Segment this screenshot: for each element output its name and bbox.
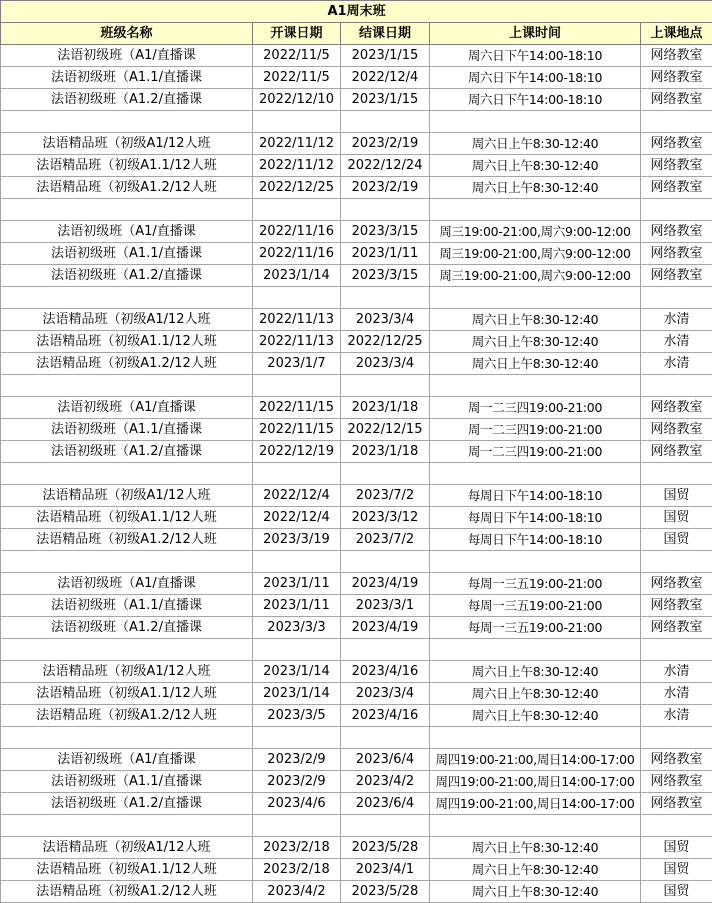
- location-cell[interactable]: 水清: [641, 705, 712, 727]
- header-row: [1, 23, 712, 45]
- location-cell[interactable]: 网络教室: [641, 89, 712, 111]
- class-name-cell[interactable]: 法语初级班（A1.2/直播课: [1, 265, 253, 287]
- start-date-cell[interactable]: 2022/12/10: [253, 89, 341, 111]
- start-date-cell[interactable]: 2022/11/5: [253, 45, 341, 67]
- empty-cell[interactable]: [1, 815, 253, 837]
- class-name-cell[interactable]: 法语初级班（A1.2/直播课: [1, 441, 253, 463]
- end-date-cell[interactable]: 2023/3/1: [341, 595, 430, 617]
- spacer-row: [1, 287, 712, 309]
- start-date-cell[interactable]: 2022/12/4: [253, 507, 341, 529]
- table-row: [1, 331, 712, 353]
- start-date-cell[interactable]: 2022/11/15: [253, 419, 341, 441]
- empty-cell[interactable]: [641, 199, 712, 221]
- class-name-cell[interactable]: 法语初级班（A1.1/直播课: [1, 67, 253, 89]
- table-row: [1, 265, 712, 287]
- table-row: [1, 837, 712, 859]
- location-cell[interactable]: 国贸: [641, 485, 712, 507]
- class-name-cell[interactable]: 法语初级班（A1/直播课: [1, 749, 253, 771]
- start-date-cell[interactable]: 2022/12/19: [253, 441, 341, 463]
- class-name-cell[interactable]: 法语初级班（A1/直播课: [1, 397, 253, 419]
- spacer-row: [1, 375, 712, 397]
- start-date-cell[interactable]: 2023/2/18: [253, 837, 341, 859]
- end-date-cell[interactable]: 2023/3/15: [341, 221, 430, 243]
- end-date-cell[interactable]: 2022/12/4: [341, 67, 430, 89]
- class-time-cell[interactable]: 周四19:00-21:00,周日14:00-17:00: [430, 793, 641, 815]
- table-row: [1, 419, 712, 441]
- class-time-cell[interactable]: 周六日上午8:30-12:40: [430, 177, 641, 199]
- end-date-cell[interactable]: 2023/4/16: [341, 705, 430, 727]
- end-date-cell[interactable]: 2023/3/4: [341, 353, 430, 375]
- end-date-cell[interactable]: 2023/1/15: [341, 45, 430, 67]
- end-date-cell[interactable]: 2023/7/2: [341, 485, 430, 507]
- end-date-cell[interactable]: 2023/1/18: [341, 397, 430, 419]
- class-time-cell[interactable]: 周六日上午8:30-12:40: [430, 309, 641, 331]
- class-name-cell[interactable]: 法语初级班（A1.2/直播课: [1, 617, 253, 639]
- empty-cell[interactable]: [253, 463, 341, 485]
- start-date-cell[interactable]: 2023/4/6: [253, 793, 341, 815]
- spacer-row: [1, 727, 712, 749]
- class-time-cell[interactable]: 周六日上午8:30-12:40: [430, 353, 641, 375]
- start-date-cell[interactable]: 2022/11/13: [253, 331, 341, 353]
- table-row: [1, 485, 712, 507]
- table-row: [1, 441, 712, 463]
- empty-cell[interactable]: [253, 199, 341, 221]
- location-cell[interactable]: 网络教室: [641, 617, 712, 639]
- title-row: [1, 1, 712, 23]
- class-time-cell[interactable]: 每周一三五19:00-21:00: [430, 617, 641, 639]
- class-name-cell[interactable]: 法语初级班（A1.1/直播课: [1, 419, 253, 441]
- header-end-date[interactable]: 结课日期: [341, 23, 430, 45]
- start-date-cell[interactable]: 2022/11/16: [253, 221, 341, 243]
- location-cell[interactable]: 国贸: [641, 507, 712, 529]
- table-row: [1, 705, 712, 727]
- spacer-row: [1, 815, 712, 837]
- end-date-cell[interactable]: 2023/6/4: [341, 793, 430, 815]
- empty-cell[interactable]: [430, 551, 641, 573]
- class-time-cell[interactable]: 每周日下午14:00-18:10: [430, 529, 641, 551]
- end-date-cell[interactable]: 2023/4/16: [341, 661, 430, 683]
- end-date-cell[interactable]: 2023/3/4: [341, 683, 430, 705]
- class-time-cell[interactable]: 每周一三五19:00-21:00: [430, 573, 641, 595]
- class-time-cell[interactable]: 周三19:00-21:00,周六9:00-12:00: [430, 265, 641, 287]
- location-cell[interactable]: 水清: [641, 331, 712, 353]
- table-row: [1, 243, 712, 265]
- end-date-cell[interactable]: 2023/2/19: [341, 133, 430, 155]
- location-cell[interactable]: 国贸: [641, 837, 712, 859]
- class-time-cell[interactable]: 周六日上午8:30-12:40: [430, 155, 641, 177]
- location-cell[interactable]: 网络教室: [641, 155, 712, 177]
- class-name-cell[interactable]: 法语精品班（初级A1.2/12人班: [1, 881, 253, 903]
- empty-cell[interactable]: [430, 463, 641, 485]
- class-name-cell[interactable]: 法语精品班（初级A1.1/12人班: [1, 507, 253, 529]
- start-date-cell[interactable]: 2023/4/2: [253, 881, 341, 903]
- class-time-cell[interactable]: 周一二三四19:00-21:00: [430, 397, 641, 419]
- end-date-cell[interactable]: 2023/6/4: [341, 749, 430, 771]
- table-row: [1, 573, 712, 595]
- location-cell[interactable]: 网络教室: [641, 221, 712, 243]
- empty-cell[interactable]: [641, 287, 712, 309]
- table-row: [1, 617, 712, 639]
- start-date-cell[interactable]: 2023/1/14: [253, 661, 341, 683]
- end-date-cell[interactable]: 2023/3/12: [341, 507, 430, 529]
- start-date-cell[interactable]: 2023/2/9: [253, 771, 341, 793]
- class-time-cell[interactable]: 周四19:00-21:00,周日14:00-17:00: [430, 771, 641, 793]
- table-row: [1, 67, 712, 89]
- class-time-cell[interactable]: 周六日下午14:00-18:10: [430, 67, 641, 89]
- class-name-cell[interactable]: 法语初级班（A1.1/直播课: [1, 771, 253, 793]
- empty-cell[interactable]: [341, 727, 430, 749]
- end-date-cell[interactable]: 2022/12/15: [341, 419, 430, 441]
- table-row: [1, 595, 712, 617]
- start-date-cell[interactable]: 2023/3/3: [253, 617, 341, 639]
- location-cell[interactable]: 国贸: [641, 529, 712, 551]
- class-name-cell[interactable]: 法语精品班（初级A1/12人班: [1, 837, 253, 859]
- table-row: [1, 881, 712, 903]
- empty-cell[interactable]: [1, 287, 253, 309]
- class-name-cell[interactable]: 法语精品班（初级A1.2/12人班: [1, 705, 253, 727]
- class-time-cell[interactable]: 每周日下午14:00-18:10: [430, 485, 641, 507]
- location-cell[interactable]: 水清: [641, 683, 712, 705]
- empty-cell[interactable]: [641, 727, 712, 749]
- class-time-cell[interactable]: 周六日上午8:30-12:40: [430, 859, 641, 881]
- table-row: [1, 859, 712, 881]
- empty-cell[interactable]: [253, 375, 341, 397]
- location-cell[interactable]: 水清: [641, 661, 712, 683]
- header-class-name[interactable]: 班级名称: [1, 23, 253, 45]
- table-row: [1, 309, 712, 331]
- empty-cell[interactable]: [253, 551, 341, 573]
- empty-cell[interactable]: [1, 727, 253, 749]
- empty-cell[interactable]: [641, 551, 712, 573]
- table-row: [1, 771, 712, 793]
- class-time-cell[interactable]: 周六日上午8:30-12:40: [430, 331, 641, 353]
- end-date-cell[interactable]: 2023/2/19: [341, 177, 430, 199]
- spacer-row: [1, 463, 712, 485]
- location-cell[interactable]: 网络教室: [641, 573, 712, 595]
- table-row: [1, 683, 712, 705]
- end-date-cell[interactable]: 2023/4/1: [341, 859, 430, 881]
- empty-cell[interactable]: [253, 815, 341, 837]
- start-date-cell[interactable]: 2023/1/11: [253, 573, 341, 595]
- class-time-cell[interactable]: 周六日下午14:00-18:10: [430, 89, 641, 111]
- start-date-cell[interactable]: 2022/12/25: [253, 177, 341, 199]
- location-cell[interactable]: 网络教室: [641, 243, 712, 265]
- class-name-cell[interactable]: 法语初级班（A1.1/直播课: [1, 243, 253, 265]
- empty-cell[interactable]: [430, 815, 641, 837]
- class-time-cell[interactable]: 周三19:00-21:00,周六9:00-12:00: [430, 243, 641, 265]
- location-cell[interactable]: 网络教室: [641, 595, 712, 617]
- table-row: [1, 529, 712, 551]
- class-name-cell[interactable]: 法语初级班（A1/直播课: [1, 45, 253, 67]
- start-date-cell[interactable]: 2022/11/12: [253, 155, 341, 177]
- empty-cell[interactable]: [641, 463, 712, 485]
- location-cell[interactable]: 网络教室: [641, 793, 712, 815]
- class-name-cell[interactable]: 法语精品班（初级A1/12人班: [1, 309, 253, 331]
- end-date-cell[interactable]: 2022/12/25: [341, 331, 430, 353]
- spacer-row: [1, 639, 712, 661]
- end-date-cell[interactable]: 2023/1/15: [341, 89, 430, 111]
- location-cell[interactable]: 网络教室: [641, 67, 712, 89]
- empty-cell[interactable]: [430, 111, 641, 133]
- location-cell[interactable]: 网络教室: [641, 771, 712, 793]
- start-date-cell[interactable]: 2022/12/4: [253, 485, 341, 507]
- class-time-cell[interactable]: 周六日上午8:30-12:40: [430, 705, 641, 727]
- start-date-cell[interactable]: 2022/11/5: [253, 67, 341, 89]
- class-name-cell[interactable]: 法语初级班（A1/直播课: [1, 573, 253, 595]
- empty-cell[interactable]: [1, 551, 253, 573]
- header-location[interactable]: 上课地点: [641, 23, 712, 45]
- class-name-cell[interactable]: 法语精品班（初级A1.2/12人班: [1, 353, 253, 375]
- end-date-cell[interactable]: 2022/12/24: [341, 155, 430, 177]
- location-cell[interactable]: 国贸: [641, 859, 712, 881]
- table-row: [1, 353, 712, 375]
- table-row: [1, 507, 712, 529]
- class-time-cell[interactable]: 周三19:00-21:00,周六9:00-12:00: [430, 221, 641, 243]
- empty-cell[interactable]: [430, 727, 641, 749]
- start-date-cell[interactable]: 2023/1/14: [253, 265, 341, 287]
- location-cell[interactable]: 网络教室: [641, 749, 712, 771]
- end-date-cell[interactable]: 2023/5/28: [341, 881, 430, 903]
- empty-cell[interactable]: [341, 463, 430, 485]
- location-cell[interactable]: 网络教室: [641, 397, 712, 419]
- end-date-cell[interactable]: 2023/4/19: [341, 617, 430, 639]
- empty-cell[interactable]: [253, 727, 341, 749]
- class-time-cell[interactable]: 周一二三四19:00-21:00: [430, 441, 641, 463]
- table-row: [1, 45, 712, 67]
- header-start-date[interactable]: 开课日期: [253, 23, 341, 45]
- empty-cell[interactable]: [641, 375, 712, 397]
- start-date-cell[interactable]: 2023/3/5: [253, 705, 341, 727]
- empty-cell[interactable]: [1, 463, 253, 485]
- header-class-time[interactable]: 上课时间: [430, 23, 641, 45]
- end-date-cell[interactable]: 2023/4/19: [341, 573, 430, 595]
- empty-cell[interactable]: [641, 639, 712, 661]
- empty-cell[interactable]: [430, 287, 641, 309]
- start-date-cell[interactable]: 2022/11/15: [253, 397, 341, 419]
- class-name-cell[interactable]: 法语精品班（初级A1.2/12人班: [1, 529, 253, 551]
- empty-cell[interactable]: [253, 287, 341, 309]
- end-date-cell[interactable]: 2023/3/4: [341, 309, 430, 331]
- start-date-cell[interactable]: 2023/2/18: [253, 859, 341, 881]
- empty-cell[interactable]: [341, 551, 430, 573]
- location-cell[interactable]: 网络教室: [641, 133, 712, 155]
- empty-cell[interactable]: [430, 639, 641, 661]
- class-name-cell[interactable]: 法语精品班（初级A1.2/12人班: [1, 177, 253, 199]
- empty-cell[interactable]: [341, 815, 430, 837]
- spacer-row: [1, 199, 712, 221]
- location-cell[interactable]: 网络教室: [641, 177, 712, 199]
- end-date-cell[interactable]: 2023/5/28: [341, 837, 430, 859]
- location-cell[interactable]: 网络教室: [641, 419, 712, 441]
- class-name-cell[interactable]: 法语精品班（初级A1.1/12人班: [1, 331, 253, 353]
- empty-cell[interactable]: [1, 199, 253, 221]
- location-cell[interactable]: 水清: [641, 353, 712, 375]
- class-name-cell[interactable]: 法语精品班（初级A1.1/12人班: [1, 683, 253, 705]
- table-row: [1, 221, 712, 243]
- class-time-cell[interactable]: 周六日上午8:30-12:40: [430, 837, 641, 859]
- class-name-cell[interactable]: 法语精品班（初级A1/12人班: [1, 485, 253, 507]
- class-time-cell[interactable]: 周六日上午8:30-12:40: [430, 133, 641, 155]
- class-time-cell[interactable]: 周六日上午8:30-12:40: [430, 881, 641, 903]
- table-row: [1, 749, 712, 771]
- start-date-cell[interactable]: 2023/1/7: [253, 353, 341, 375]
- end-date-cell[interactable]: 2023/3/15: [341, 265, 430, 287]
- class-name-cell[interactable]: 法语精品班（初级A1/12人班: [1, 661, 253, 683]
- empty-cell[interactable]: [341, 287, 430, 309]
- empty-cell[interactable]: [430, 199, 641, 221]
- class-name-cell[interactable]: 法语精品班（初级A1/12人班: [1, 133, 253, 155]
- location-cell[interactable]: 国贸: [641, 881, 712, 903]
- location-cell[interactable]: 网络教室: [641, 45, 712, 67]
- start-date-cell[interactable]: 2022/11/13: [253, 309, 341, 331]
- class-name-cell[interactable]: 法语精品班（初级A1.1/12人班: [1, 859, 253, 881]
- start-date-cell[interactable]: 2022/11/16: [253, 243, 341, 265]
- class-name-cell[interactable]: 法语初级班（A1.1/直播课: [1, 595, 253, 617]
- class-time-cell[interactable]: 每周日下午14:00-18:10: [430, 507, 641, 529]
- location-cell[interactable]: 水清: [641, 309, 712, 331]
- spacer-row: [1, 551, 712, 573]
- sheet-title[interactable]: A1周末班: [1, 1, 712, 23]
- class-time-cell[interactable]: 周一二三四19:00-21:00: [430, 419, 641, 441]
- class-name-cell[interactable]: 法语精品班（初级A1.1/12人班: [1, 155, 253, 177]
- class-name-cell[interactable]: 法语初级班（A1/直播课: [1, 221, 253, 243]
- empty-cell[interactable]: [641, 111, 712, 133]
- end-date-cell[interactable]: 2023/1/18: [341, 441, 430, 463]
- spacer-row: [1, 111, 712, 133]
- table-row: [1, 397, 712, 419]
- table-row: [1, 177, 712, 199]
- class-time-cell[interactable]: 周六日上午8:30-12:40: [430, 683, 641, 705]
- table-row: [1, 133, 712, 155]
- start-date-cell[interactable]: 2023/3/19: [253, 529, 341, 551]
- location-cell[interactable]: 网络教室: [641, 441, 712, 463]
- end-date-cell[interactable]: 2023/7/2: [341, 529, 430, 551]
- start-date-cell[interactable]: 2022/11/12: [253, 133, 341, 155]
- empty-cell[interactable]: [341, 111, 430, 133]
- table-row: [1, 661, 712, 683]
- start-date-cell[interactable]: 2023/2/9: [253, 749, 341, 771]
- class-name-cell[interactable]: 法语初级班（A1.2/直播课: [1, 89, 253, 111]
- class-time-cell[interactable]: 周六日上午8:30-12:40: [430, 661, 641, 683]
- table-row: [1, 89, 712, 111]
- table-row: [1, 155, 712, 177]
- empty-cell[interactable]: [641, 815, 712, 837]
- end-date-cell[interactable]: 2023/1/11: [341, 243, 430, 265]
- empty-cell[interactable]: [1, 639, 253, 661]
- empty-cell[interactable]: [253, 111, 341, 133]
- start-date-cell[interactable]: 2023/1/11: [253, 595, 341, 617]
- location-cell[interactable]: 网络教室: [641, 265, 712, 287]
- class-name-cell[interactable]: 法语初级班（A1.2/直播课: [1, 793, 253, 815]
- start-date-cell[interactable]: 2023/1/14: [253, 683, 341, 705]
- empty-cell[interactable]: [430, 375, 641, 397]
- empty-cell[interactable]: [1, 375, 253, 397]
- empty-cell[interactable]: [341, 199, 430, 221]
- empty-cell[interactable]: [1, 111, 253, 133]
- empty-cell[interactable]: [341, 375, 430, 397]
- empty-cell[interactable]: [253, 639, 341, 661]
- table-row: [1, 793, 712, 815]
- end-date-cell[interactable]: 2023/4/2: [341, 771, 430, 793]
- empty-cell[interactable]: [341, 639, 430, 661]
- class-time-cell[interactable]: 周六日下午14:00-18:10: [430, 45, 641, 67]
- class-time-cell[interactable]: 周四19:00-21:00,周日14:00-17:00: [430, 749, 641, 771]
- class-time-cell[interactable]: 每周一三五19:00-21:00: [430, 595, 641, 617]
- schedule-table-body: [1, 1, 712, 903]
